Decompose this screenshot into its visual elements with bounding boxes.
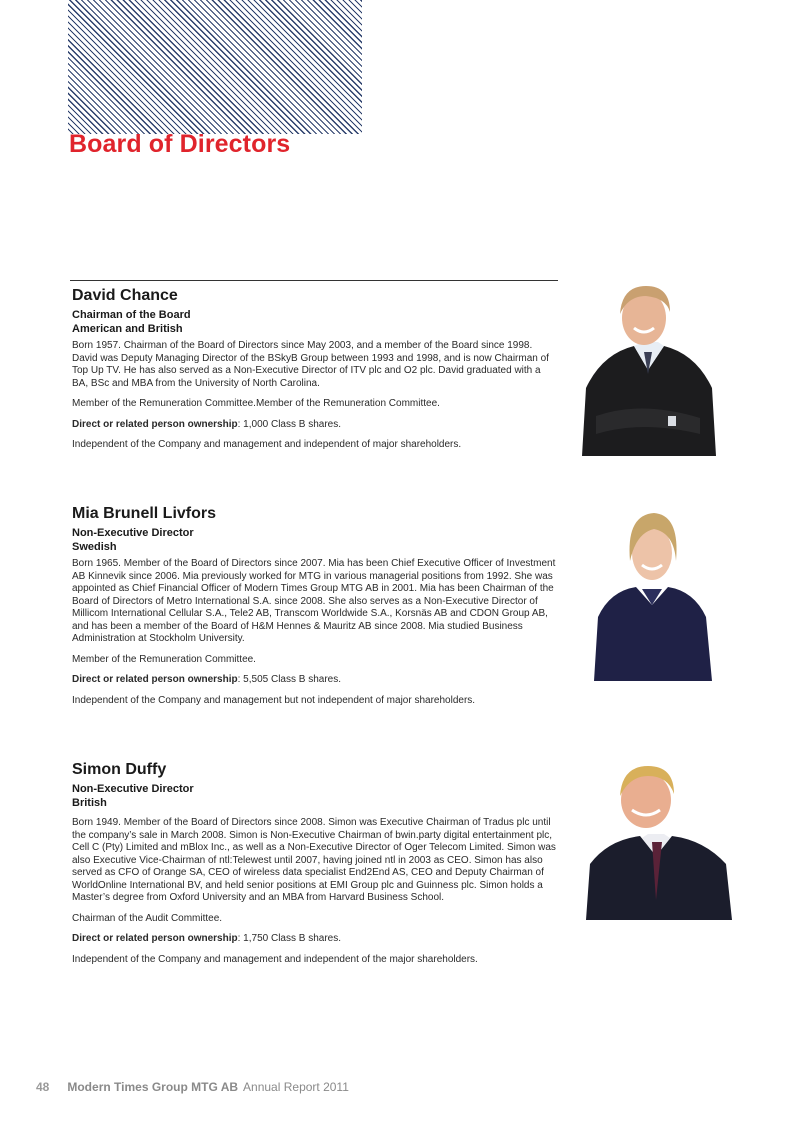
section-divider [70, 280, 558, 281]
director-ownership [72, 933, 558, 946]
director-bio: Born 1957. Chairman of the Board of Directors since May 2003, and a member of the Board since 1998. David was Deputy Managing Director of the BSkyB Group between 1993 and 1998, and is now Chairman of Top Up TV. He has also served as a Non-Executive Director of ITV plc and O2 plc. David graduated with a BA, BSc and MBA from the University of North Carolina. [72, 340, 549, 389]
decorative-hatch-pattern [68, 0, 362, 134]
director-name: Simon Duffy [72, 761, 167, 778]
portrait-photo-david-chance [582, 278, 716, 456]
director-independence: Independent of the Company and management and independent of the major shareholders. [72, 953, 478, 965]
director-entry-david-chance [72, 287, 558, 452]
ownership-value: : 1,000 Class B shares. [237, 418, 341, 430]
director-entry-simon-duffy [72, 761, 558, 966]
portrait-photo-simon-duffy [586, 760, 732, 920]
director-role: Non-Executive Director [72, 783, 194, 795]
director-independence: Independent of the Company and management and independent of major shareholders. [72, 439, 462, 450]
director-nationality: American and British [72, 323, 183, 335]
director-role: Non-Executive Director [72, 527, 194, 539]
director-independence: Independent of the Company and management but not independent of major shareholders. [72, 694, 476, 706]
director-role: Chairman of the Board [72, 309, 191, 321]
footer-company-name: Modern Times Group MTG AB [67, 1080, 239, 1094]
director-committee: Member of the Remuneration Committee.Member of the Remuneration Committee. [72, 398, 440, 409]
page-title: Board of Directors [69, 130, 291, 158]
ownership-label: Direct or related person ownership [72, 418, 238, 430]
footer-report-title: Annual Report 2011 [243, 1080, 349, 1094]
ownership-label: Direct or related person ownership [72, 674, 238, 685]
director-bio: Born 1949. Member of the Board of Directors since 2008. Simon was Executive Chairman of Tradus plc until the company’s sale in March 2008. Simon is Non-Executive Chairman of bwin.party digital entertainment plc, Cell C (Pty) Limited and mBlox Inc., as well as a Non-Executive Director of Oger Telecom Limited. Simon was also Executive Vice-Chairman of ntl:Telewest until 2007, having joined ntl in 2003 as CEO. Simon has also served as CFO of Orange SA, CEO of wireless data specialist End2End AS, CEO and Deputy Chairman of WorldOnline International BV, and held senior positions at EMI Group plc and Guinness plc. Simon holds a Master’s degree from Oxford University and an MBA from Harvard Business School. [72, 817, 556, 903]
page-footer [36, 1080, 349, 1094]
director-committee: Chairman of the Audit Committee. [72, 912, 223, 924]
director-bio: Born 1965. Member of the Board of Directors since 2007. Mia has been Chief Executive Officer of Investment AB Kinnevik since 2006. Mia previously worked for MTG in various managerial positions from 1992. She was appointed as Chief Financial Officer of Modern Times Group MTG AB in 2001. Mia has been Chairman of the Board of Directors of Metro International S.A. since 2008. She also serves as a Non-Executive Director of Millicom International Cellular S.A., Tele2 AB, Transcom Worldwide S.A., Korsnäs AB and CDON Group AB, and has been a member of the Board of H&M Hennes & Mauritz AB since 2008. Mia studied Business Administration at Stockholm University. [72, 558, 556, 644]
director-ownership [72, 419, 558, 432]
director-committee: Member of the Remuneration Committee. [72, 653, 256, 665]
director-nationality: Swedish [72, 541, 117, 553]
footer-page-number: 48 [36, 1080, 50, 1094]
director-nationality: British [72, 797, 107, 809]
director-entry-mia-brunell-livfors [72, 505, 558, 707]
ownership-label: Direct or related person ownership [72, 933, 238, 944]
ownership-value: : 5,505 Class B shares. [237, 674, 341, 685]
director-ownership [72, 674, 558, 687]
director-name: David Chance [72, 287, 178, 304]
director-name: Mia Brunell Livfors [72, 505, 217, 522]
portrait-photo-mia-brunell-livfors [594, 505, 712, 681]
ownership-value: : 1,750 Class B shares. [237, 933, 341, 944]
